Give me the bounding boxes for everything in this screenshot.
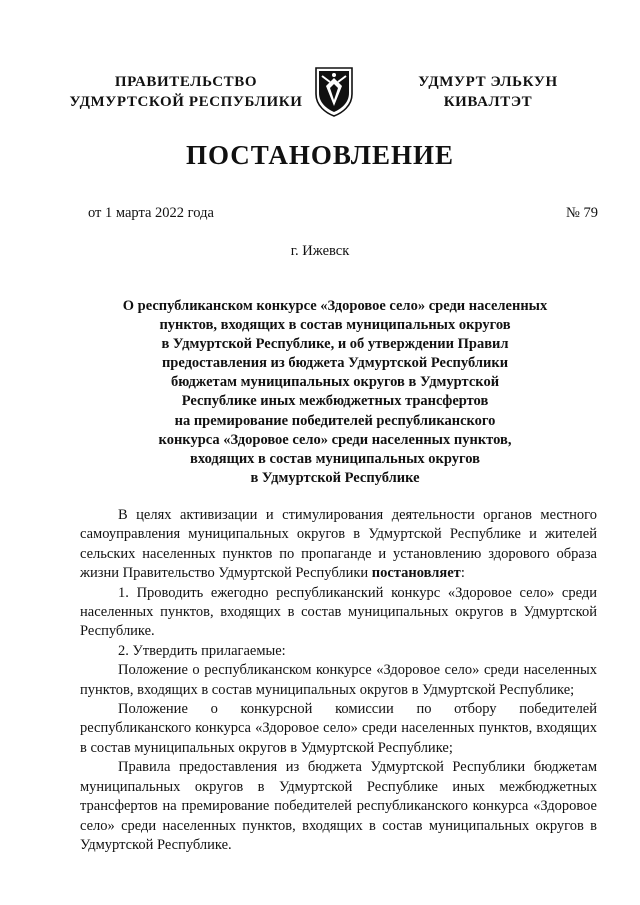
paragraph-3: Положение о республиканском конкурсе «Здоровое село» среди населенных пунктов, входящих в состав муниципальных округов в Удмуртской Республике; (80, 662, 597, 698)
issuer-line: КИВАЛТЭТ (443, 94, 533, 110)
subject-line: предоставления из бюджета Удмуртской Республики (161, 355, 509, 372)
subject-line: входящих в состав муниципальных округов (190, 450, 480, 467)
paragraph-5: Правила предоставления из бюджета Удмуртской Республики бюджетам муниципальных округов в Удмуртской Республике иных межбюджетных трансфертов на премирование победителей республиканского конкурса «Здоровое село» среди населенных пунктов, входящих в состав муниципальных округов в Удмуртской Республике. (80, 759, 597, 853)
subject-line: конкурса «Здоровое село» среди населенных пунктов, (158, 431, 512, 448)
subject-line: пунктов, входящих в состав муниципальных округов (159, 317, 511, 334)
intro-paragraph (80, 506, 597, 584)
document-date: от 1 марта 2022 года (88, 205, 214, 221)
issuer-line: ПРАВИТЕЛЬСТВО (114, 74, 258, 90)
issuer-line: УДМУРТСКОЙ РЕСПУБЛИКИ (69, 94, 303, 110)
intro-text: В целях активизации и стимулирования деятельности органов местного самоуправления муниципальных округов в Удмуртской Республике и жителей сельских населенных пунктов по пропаганде и установлению здорового образа жизни Правительство Удмуртской Республики (80, 507, 597, 582)
issuer-name-russian (62, 72, 310, 112)
document-subject (100, 297, 570, 488)
subject-line: Республике иных межбюджетных трансфертов (181, 393, 489, 410)
paragraph-1: 1. Проводить ежегодно республиканский конкурс «Здоровое село» среди населенных пунктов, входящих в состав муниципальных округов в Удмуртской Республике. (80, 584, 597, 640)
subject-line: на премирование победителей республиканского (174, 412, 496, 429)
paragraph-4: Положение о конкурсной комиссии по отбору победителей республиканского конкурса «Здоровое село» среди населенных пунктов, входящих в состав муниципальных округов в Удмуртской Республике; (80, 701, 597, 756)
intro-colon: : (460, 565, 465, 582)
issuer-line: УДМУРТ ЭЛЬКУН (418, 74, 558, 90)
document-city: г. Ижевск (290, 243, 350, 259)
udmurt-coat-of-arms-icon (312, 64, 356, 118)
document-type-title: ПОСТАНОВЛЕНИЕ (185, 140, 455, 170)
subject-line: в Удмуртской Республике (250, 469, 420, 486)
subject-line: бюджетам муниципальных округов в Удмуртской (170, 374, 500, 391)
issuer-name-udmurt (398, 72, 578, 112)
paragraph-2: 2. Утвердить прилагаемые: (118, 642, 286, 659)
subject-line: О республиканском конкурсе «Здоровое село» среди населенных (122, 298, 548, 314)
subject-line: в Удмуртской Республике, и об утверждении Правил (161, 336, 509, 353)
document-number: № 79 (566, 205, 598, 221)
document-body (80, 506, 597, 855)
resolution-keyword: постановляет (371, 565, 461, 582)
